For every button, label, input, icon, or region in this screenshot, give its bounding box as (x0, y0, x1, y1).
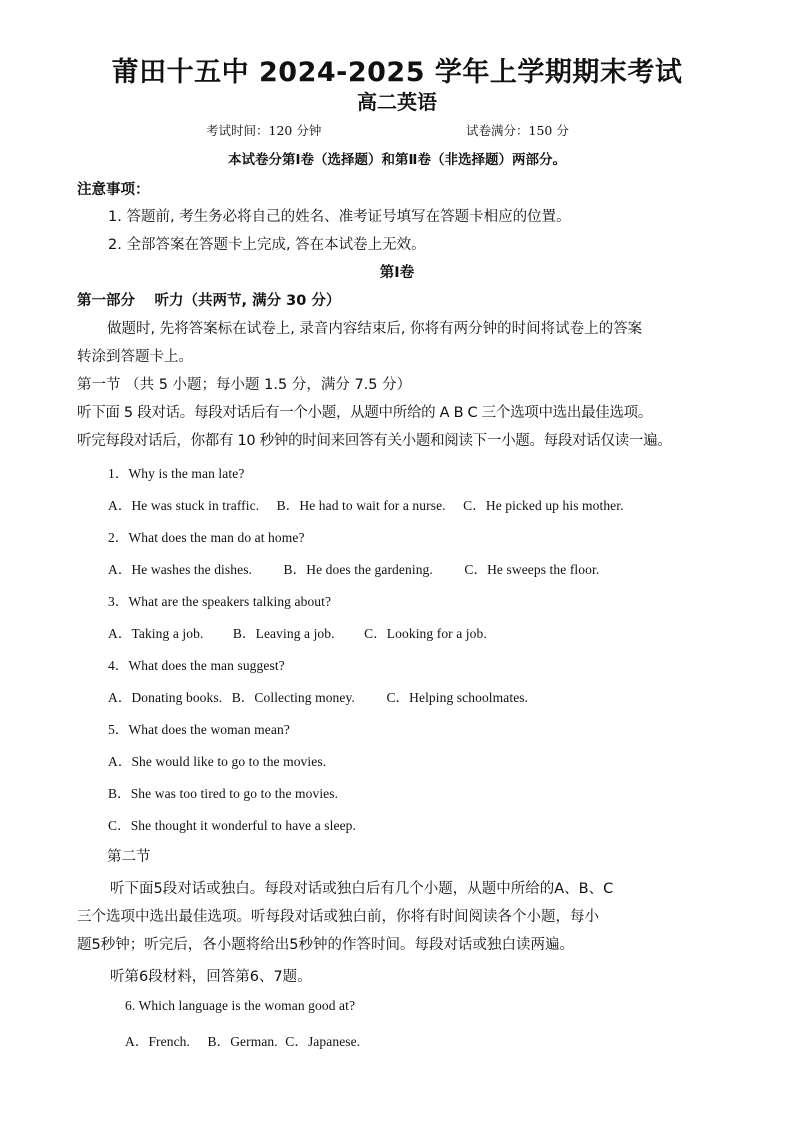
question-5: 5．What does the woman mean? (108, 722, 290, 737)
option-b: B．She was too tired to go to the movies. (108, 786, 339, 801)
option-c: C．Helping schoolmates. (386, 690, 529, 705)
question-2-options (108, 558, 599, 578)
note-item: 1. 答题前, 考生务必将自己的姓名、准考证号填写在答题卡相应的位置。 (108, 209, 571, 225)
part1-intro: 做题时, 先将答案标在试卷上, 录音内容结束后, 你将有两分钟的时间将试卷上的答案 (107, 321, 643, 337)
option-b: B．He does the gardening. (283, 562, 433, 577)
option-c: C．He sweeps the floor. (464, 562, 600, 577)
question-1: 1．Why is the man late? (108, 466, 245, 481)
option-a: A．Taking a job. (108, 626, 204, 641)
question-6: 6. Which language is the woman good at? (125, 998, 356, 1013)
option-c: C．Looking for a job. (364, 626, 487, 641)
question-3: 3．What are the speakers talking about? (108, 594, 332, 609)
option-b: B．German. (207, 1034, 278, 1049)
section2-instructions-cont: 三个选项中选出最佳选项。听每段对话或独白前，你将有时间阅读各个小题，每小 (77, 909, 599, 925)
option-a: A．He washes the dishes. (108, 562, 253, 577)
question-2: 2．What does the man do at home? (108, 530, 305, 545)
material-instruction: 听第6段材料，回答第6、7题。 (110, 969, 312, 985)
option-b: B．He had to wait for a nurse. (276, 498, 446, 513)
exam-time: 考试时间：120 分钟 (206, 123, 322, 138)
question-3-options (108, 622, 487, 642)
option-b: B．Leaving a job. (232, 626, 335, 641)
section1-heading: 第一节 （共 5 小题；每小题 1.5 分，满分 7.5 分） (77, 377, 412, 393)
section2-instructions-cont: 题5秒钟；听完后，各小题将给出5秒钟的作答时间。每段对话或独白读两遍。 (77, 937, 574, 953)
option-a: A．She would like to go to the movies. (108, 754, 327, 769)
question-1-options (108, 494, 624, 514)
exam-structure: 本试卷分第Ⅰ卷（选择题）和第Ⅱ卷（非选择题）两部分。 (228, 152, 566, 168)
option-a: A．Donating books. (108, 690, 223, 705)
section2-instructions: 听下面5段对话或独白。每段对话或独白后有几个小题，从题中所给的A、B、C (110, 881, 614, 897)
exam-subtitle: 高二英语 (357, 90, 437, 114)
part1-intro-cont: 转涂到答题卡上。 (77, 349, 193, 365)
question-4: 4．What does the man suggest? (108, 658, 285, 673)
option-b: B．Collecting money. (231, 690, 355, 705)
option-a: A．French. (125, 1034, 191, 1049)
option-c: C．He picked up his mother. (463, 498, 624, 513)
exam-score: 试卷满分：150 分 (466, 123, 569, 138)
option-a: A．He was stuck in traffic. (108, 498, 260, 513)
exam-title: 莆田十五中 2024-2025 学年上学期期末考试 (111, 57, 683, 88)
question-6-options (125, 1030, 360, 1050)
note-item: 2. 全部答案在答题卡上完成, 答在本试卷上无效。 (108, 237, 426, 253)
part1-heading: 第一部分 听力（共两节, 满分 30 分） (77, 293, 341, 309)
volume-heading: 第Ⅰ卷 (379, 265, 415, 281)
notes-heading: 注意事项： (77, 182, 150, 198)
question-4-options (108, 686, 528, 706)
section1-instructions: 听下面 5 段对话。每段对话后有一个小题，从题中所给的 A B C 三个选项中选出最佳选项。 (77, 405, 653, 421)
section1-instructions-cont: 听完每段对话后，你都有 10 秒钟的时间来回答有关小题和阅读下一小题。每段对话仅读一遍。 (77, 433, 672, 449)
option-c: C．Japanese. (285, 1034, 361, 1049)
option-c: C．She thought it wonderful to have a sleep. (108, 818, 357, 833)
section2-heading: 第二节 (107, 849, 151, 865)
